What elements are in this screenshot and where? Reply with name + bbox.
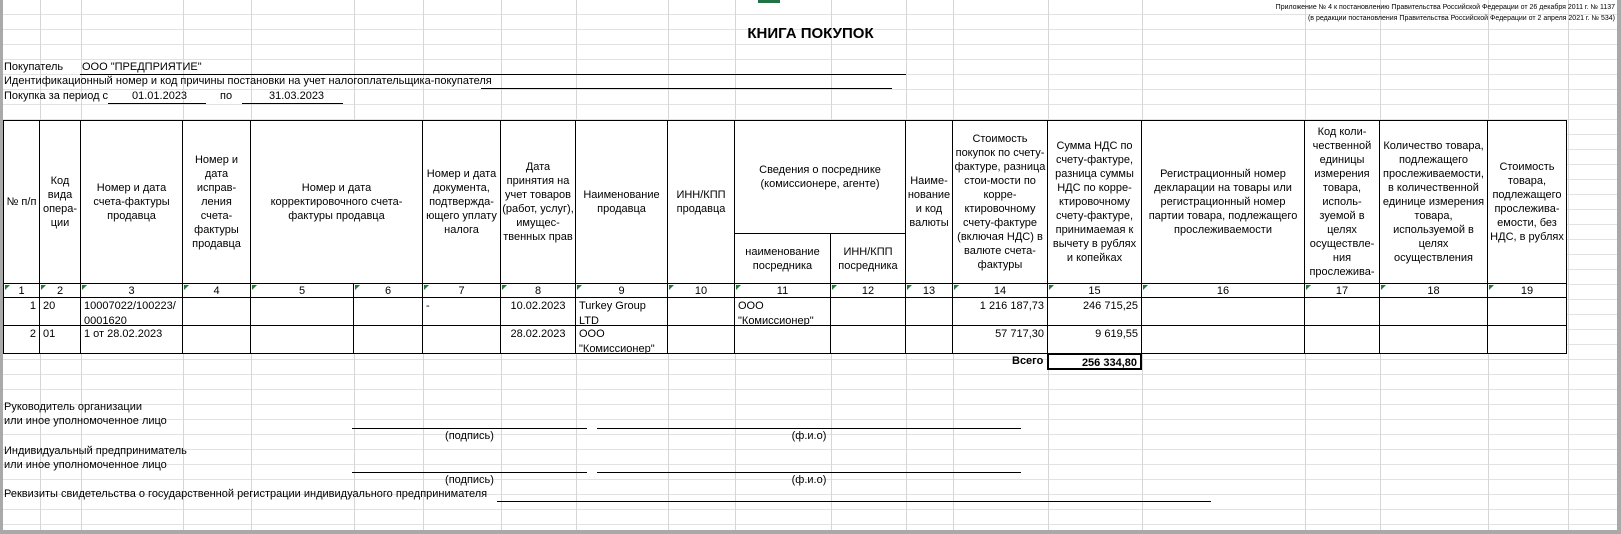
ip-signature-caption: (подпись) [445, 474, 494, 486]
col-number-11: 11 [734, 283, 831, 298]
header-col-8: Дата принятия на учет товаров (работ, услуг), имущес-твенных прав [500, 120, 576, 284]
row2-number[interactable]: 2 [3, 325, 40, 354]
ip-label-line1: Индивидуальный предприниматель [4, 445, 187, 457]
row2-seller-inn[interactable] [667, 325, 735, 354]
header-col-13: Наиме-нование и код валюты [905, 120, 953, 284]
window-frame-bottom [0, 530, 1621, 534]
row1-col17[interactable] [1304, 297, 1380, 326]
buyer-label: Покупатель [4, 61, 64, 73]
row1-col5[interactable] [250, 297, 354, 326]
registration-requisites-label: Реквизиты свидетельства о государственной регистрации индивидуального предпринимателя [4, 488, 488, 500]
col-number-15: 15 [1047, 283, 1142, 298]
head-fio-caption: (ф.и.о) [791, 430, 827, 442]
header-col-9: Наименование продавца [575, 120, 668, 284]
row2-col5[interactable] [250, 325, 354, 354]
total-value[interactable]: 256 334,80 [1047, 353, 1142, 370]
row1-col6[interactable] [353, 297, 423, 326]
row2-agent[interactable] [734, 325, 831, 354]
head-fio-line[interactable] [597, 428, 1021, 429]
row1-seller-inn[interactable] [667, 297, 735, 326]
row1-number[interactable]: 1 [3, 297, 40, 326]
col-number-4: 4 [182, 283, 251, 298]
header-col-11: наименование посредника [734, 233, 831, 284]
col-number-8: 8 [500, 283, 576, 298]
row2-cost[interactable]: 57 717,30 [952, 325, 1048, 354]
period-label: Покупка за период с [4, 90, 109, 102]
row1-col18[interactable] [1379, 297, 1488, 326]
head-label-line2: или иное уполномоченное лицо [4, 415, 167, 427]
period-from[interactable]: 01.01.2023 [132, 90, 188, 102]
inn-underline[interactable] [481, 88, 892, 89]
header-col-10: ИНН/КПП продавца [667, 120, 735, 284]
row2-invoice[interactable]: 1 от 28.02.2023 [80, 325, 183, 354]
grid-column-line [1568, 0, 1569, 534]
row1-agent-inn[interactable] [830, 297, 906, 326]
col-number-6: 6 [353, 283, 423, 298]
page-title: КНИГА ПОКУПОК [747, 25, 874, 42]
legal-note-line2: (в редакции постановления Правительства Российской Федерации от 2 апреля 2021 г. № 534) [1307, 15, 1615, 22]
row2-col19[interactable] [1487, 325, 1567, 354]
row2-col4[interactable] [182, 325, 251, 354]
registration-requisites-line[interactable] [497, 501, 1211, 502]
period-to-underline [242, 103, 343, 104]
col-number-18: 18 [1379, 283, 1488, 298]
row1-payment-doc[interactable]: - [422, 297, 501, 326]
col-number-12: 12 [830, 283, 906, 298]
row2-col17[interactable] [1304, 325, 1380, 354]
header-col-2: Код вида опера-ции [39, 120, 81, 284]
header-col-5-6: Номер и дата корректировочного счета-фактуры продавца [250, 120, 423, 284]
col-number-2: 2 [39, 283, 81, 298]
row2-accept-date[interactable]: 28.02.2023 [500, 325, 576, 354]
window-frame-right [1617, 0, 1621, 534]
header-col-17: Код коли-чественной единицы измерения товара, исполь-зуемой в целях осуществле-ния прослежива- [1304, 120, 1380, 284]
col-number-14: 14 [952, 283, 1048, 298]
header-col-16: Регистрационный номер декларации на товары или регистрационный номер партии товара, подлежащего прослеживаемости [1141, 120, 1305, 284]
row2-col18[interactable] [1379, 325, 1488, 354]
period-to[interactable]: 31.03.2023 [269, 90, 325, 102]
row1-seller[interactable]: Turkey Group LTD [575, 297, 668, 326]
col-number-5: 5 [250, 283, 354, 298]
header-col-7: Номер и дата документа, подтвержда-ющего уплату налога [422, 120, 501, 284]
row2-operation-code[interactable]: 01 [39, 325, 81, 354]
legal-note-line1: Приложение № 4 к постановлению Правительства Российской Федерации от 26 декабря 2011 г. № 1137 [1275, 4, 1615, 11]
total-label: Всего [1012, 355, 1044, 367]
col-number-9: 9 [575, 283, 668, 298]
row2-agent-inn[interactable] [830, 325, 906, 354]
inn-label: Идентификационный номер и код причины постановки на учет налогоплательщика-покупателя [4, 75, 492, 87]
col-number-7: 7 [422, 283, 501, 298]
header-col-15: Сумма НДС по счету-фактуре, разница суммы НДС по корре-ктировочному счету-фактуре, принимаемая к вычету в рублях и копейках [1047, 120, 1142, 284]
col-number-13: 13 [905, 283, 953, 298]
ip-signature-line[interactable] [352, 472, 587, 473]
row1-col19[interactable] [1487, 297, 1567, 326]
row1-agent[interactable]: ООО "Комиссионер" [734, 297, 831, 326]
row1-invoice[interactable]: 10007022/100223/0001620 [80, 297, 183, 326]
col-number-17: 17 [1304, 283, 1380, 298]
col-number-3: 3 [80, 283, 183, 298]
row1-vat[interactable]: 246 715,25 [1047, 297, 1142, 326]
head-signature-line[interactable] [352, 428, 587, 429]
row1-col4[interactable] [182, 297, 251, 326]
header-col-14: Стоимость покупок по счету-фактуре, разница стои-мости по корре-ктировочному счету-фактуре (включая НДС) в валюте счета-фактуры [952, 120, 1048, 284]
header-col-12: ИНН/КПП посредника [830, 233, 906, 284]
row2-seller[interactable]: ООО "Комиссионер" [575, 325, 668, 354]
ip-label-line2: или иное уполномоченное лицо [4, 459, 167, 471]
row2-payment-doc[interactable] [422, 325, 501, 354]
col-number-1: 1 [3, 283, 40, 298]
buyer-value[interactable]: ООО "ПРЕДПРИЯТИЕ" [82, 61, 202, 73]
header-col-4: Номер и дата исправ-ления счета-фактуры продавца [182, 120, 251, 284]
header-col-3: Номер и дата счета-фактуры продавца [80, 120, 183, 284]
row1-currency[interactable] [905, 297, 953, 326]
row2-col16[interactable] [1141, 325, 1305, 354]
col-number-19: 19 [1487, 283, 1567, 298]
period-to-label: по [220, 90, 233, 102]
row1-operation-code[interactable]: 20 [39, 297, 81, 326]
row1-accept-date[interactable]: 10.02.2023 [500, 297, 576, 326]
header-col-1: № п/п [3, 120, 40, 284]
ip-fio-line[interactable] [597, 472, 1021, 473]
row2-col6[interactable] [353, 325, 423, 354]
header-intermediary-group: Сведения о посреднике (комиссионере, агенте) [734, 120, 906, 234]
row2-currency[interactable] [905, 325, 953, 354]
ip-fio-caption: (ф.и.о) [791, 474, 827, 486]
col-number-16: 16 [1141, 283, 1305, 298]
head-signature-caption: (подпись) [445, 430, 494, 442]
selected-cell-marker [758, 0, 780, 3]
row1-col16[interactable] [1141, 297, 1305, 326]
header-col-19: Стоимость товара, подлежащего прослежива-емости, без НДС, в рублях [1487, 120, 1567, 284]
head-label-line1: Руководитель организации [4, 401, 143, 413]
col-number-10: 10 [667, 283, 735, 298]
row2-vat[interactable]: 9 619,55 [1047, 325, 1142, 354]
period-from-underline [108, 103, 206, 104]
row1-cost[interactable]: 1 216 187,73 [952, 297, 1048, 326]
header-col-18: Количество товара, подлежащего прослеживаемости, в количественной единице измерения товара, используемой в целях осуществления [1379, 120, 1488, 284]
